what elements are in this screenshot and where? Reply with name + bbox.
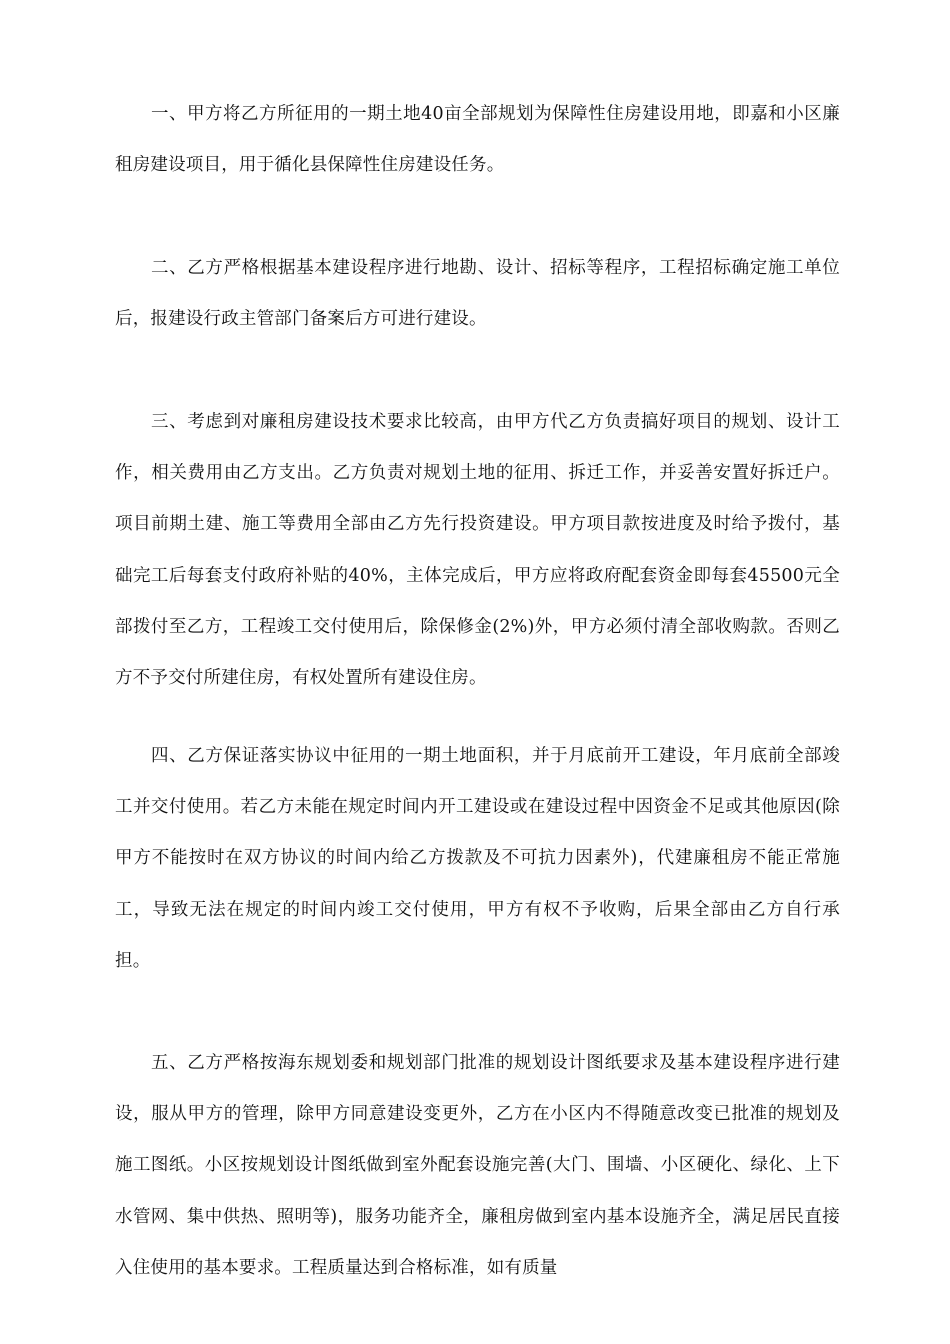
clause-2-paragraph: 二、乙方严格根据基本建设程序进行地勘、设计、招标等程序，工程招标确定施工单位后，报建设行政主管部门备案后方可进行建设。	[115, 258, 840, 330]
clause-4-paragraph: 四、乙方保证落实协议中征用的一期土地面积，并于月底前开工建设，年月底前全部竣工并交付使用。若乙方未能在规定时间内开工建设或在建设过程中因资金不足或其他原因(除甲方不能按时在双方协议的时间内给乙方拨款及不可抗力因素外)，代建廉租房不能正常施工，导致无法在规定的时间内竣工交付使用，甲方有权不予收购，后果全部由乙方自行承担。	[115, 746, 840, 971]
clause-3-paragraph: 三、考虑到对廉租房建设技术要求比较高，由甲方代乙方负责搞好项目的规划、设计工作，相关费用由乙方支出。乙方负责对规划土地的征用、拆迁工作，并妥善安置好拆迁户。项目前期土建、施工等费用全部由乙方先行投资建设。甲方项目款按进度及时给予拨付，基础完工后每套支付政府补贴的40%，主体完成后，甲方应将政府配套资金即每套45500元全部拨付至乙方，工程竣工交付使用后，除保修金(2%)外，甲方必须付清全部收购款。否则乙方不予交付所建住房，有权处置所有建设住房。	[115, 412, 840, 689]
clause-1-paragraph: 一、甲方将乙方所征用的一期土地40亩全部规划为保障性住房建设用地，即嘉和小区廉租房建设项目，用于循化县保障性住房建设任务。	[115, 104, 840, 176]
clause-5-paragraph: 五、乙方严格按海东规划委和规划部门批准的规划设计图纸要求及基本建设程序进行建设，服从甲方的管理，除甲方同意建设变更外，乙方在小区内不得随意改变已批准的规划及施工图纸。小区按规划设计图纸做到室外配套设施完善(大门、围墙、小区硬化、绿化、上下水管网、集中供热、照明等)，服务功能齐全，廉租房做到室内基本设施齐全，满足居民直接入住使用的基本要求。工程质量达到合格标准，如有质量	[115, 1053, 840, 1278]
